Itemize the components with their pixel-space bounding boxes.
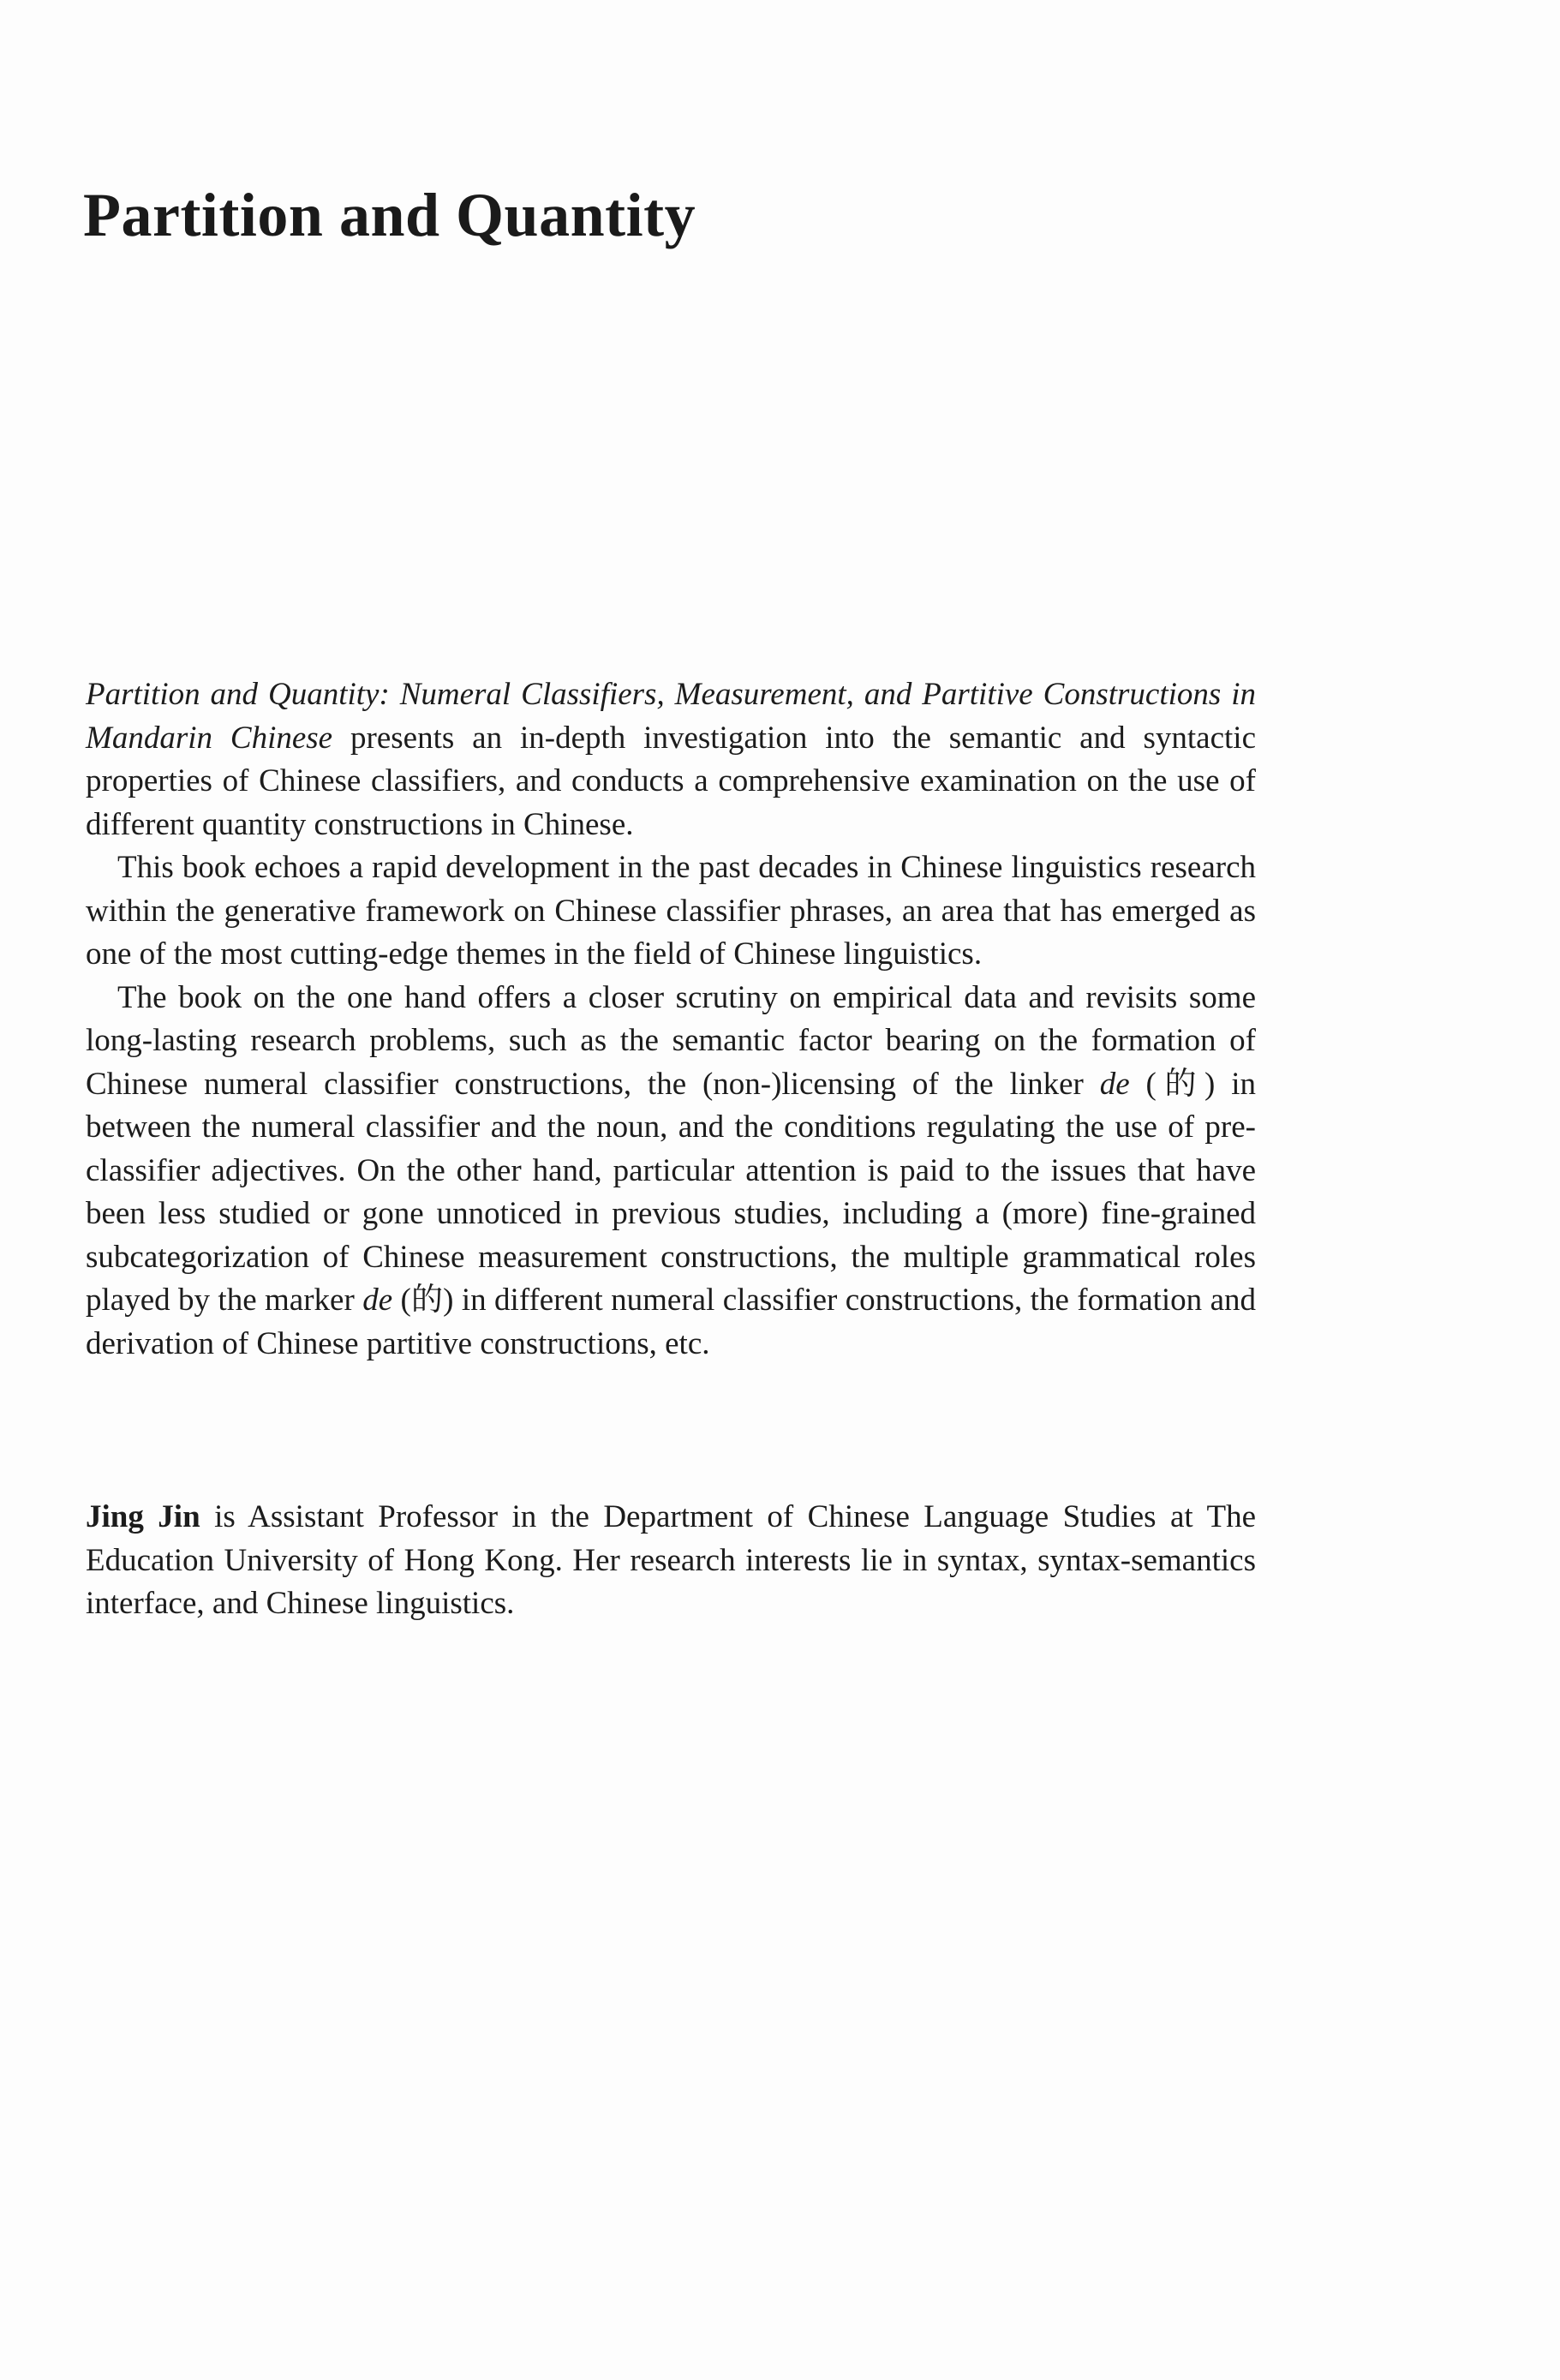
description-paragraph-1-text: presents an in-depth investigation into the semantic and syntactic properties of Chinese classifiers, and conducts a comprehensive examination on the use of different quantity constructions in Chinese. bbox=[86, 720, 1257, 842]
description-paragraph-3-text-a: The book on the one hand offers a closer scrutiny on empirical data and revisits some long-lasting research problems, such as the semantic factor bearing on the formation of Chinese numeral classifier constructions, the (non-)licensing of the linker bbox=[86, 979, 1256, 1102]
description-paragraph-2: This book echoes a rapid development in the past decades in Chinese linguistics research within the generative framework on Chinese classifier phrases, an area that has emerged as one of the most cutting-edge themes in the field of Chinese linguistics. bbox=[86, 850, 1256, 972]
author-name: Jing Jin bbox=[86, 1499, 200, 1534]
author-bio-text: is Assistant Professor in the Department of Chinese Language Studies at The Education University of Hong Kong. Her research interests lie in syntax, syntax-semantics interface, and Chinese linguistics. bbox=[86, 1499, 1256, 1621]
description-paragraph-1 bbox=[86, 673, 1256, 846]
page-title: Partition and Quantity bbox=[83, 181, 696, 249]
marker-term: de bbox=[362, 1283, 393, 1318]
description-paragraph-3-text-c: (的) in different numeral classifier constructions, the formation and derivation of Chinese partitive constructions, etc. bbox=[86, 1283, 1257, 1361]
linker-term: de bbox=[1099, 1066, 1130, 1102]
description-paragraph-3 bbox=[86, 977, 1256, 1366]
author-bio bbox=[86, 1496, 1256, 1626]
description-paragraph-3-text-b: (的) in between the numeral classifier and the noun, and the conditions regulating the use of pre-classifier adjectives. On the other hand, particular attention is paid to the issues that have been less studied or gone unnoticed in previous studies, including a (more) fine-grained subcategorization of Chinese measurement constructions, the multiple grammatical roles played by the marker bbox=[86, 1066, 1256, 1318]
book-description bbox=[86, 673, 1256, 1366]
book-full-title: Partition and Quantity: Numeral Classifiers, Measurement, and Partitive Constructions in Mandarin Chinese bbox=[86, 677, 1256, 756]
